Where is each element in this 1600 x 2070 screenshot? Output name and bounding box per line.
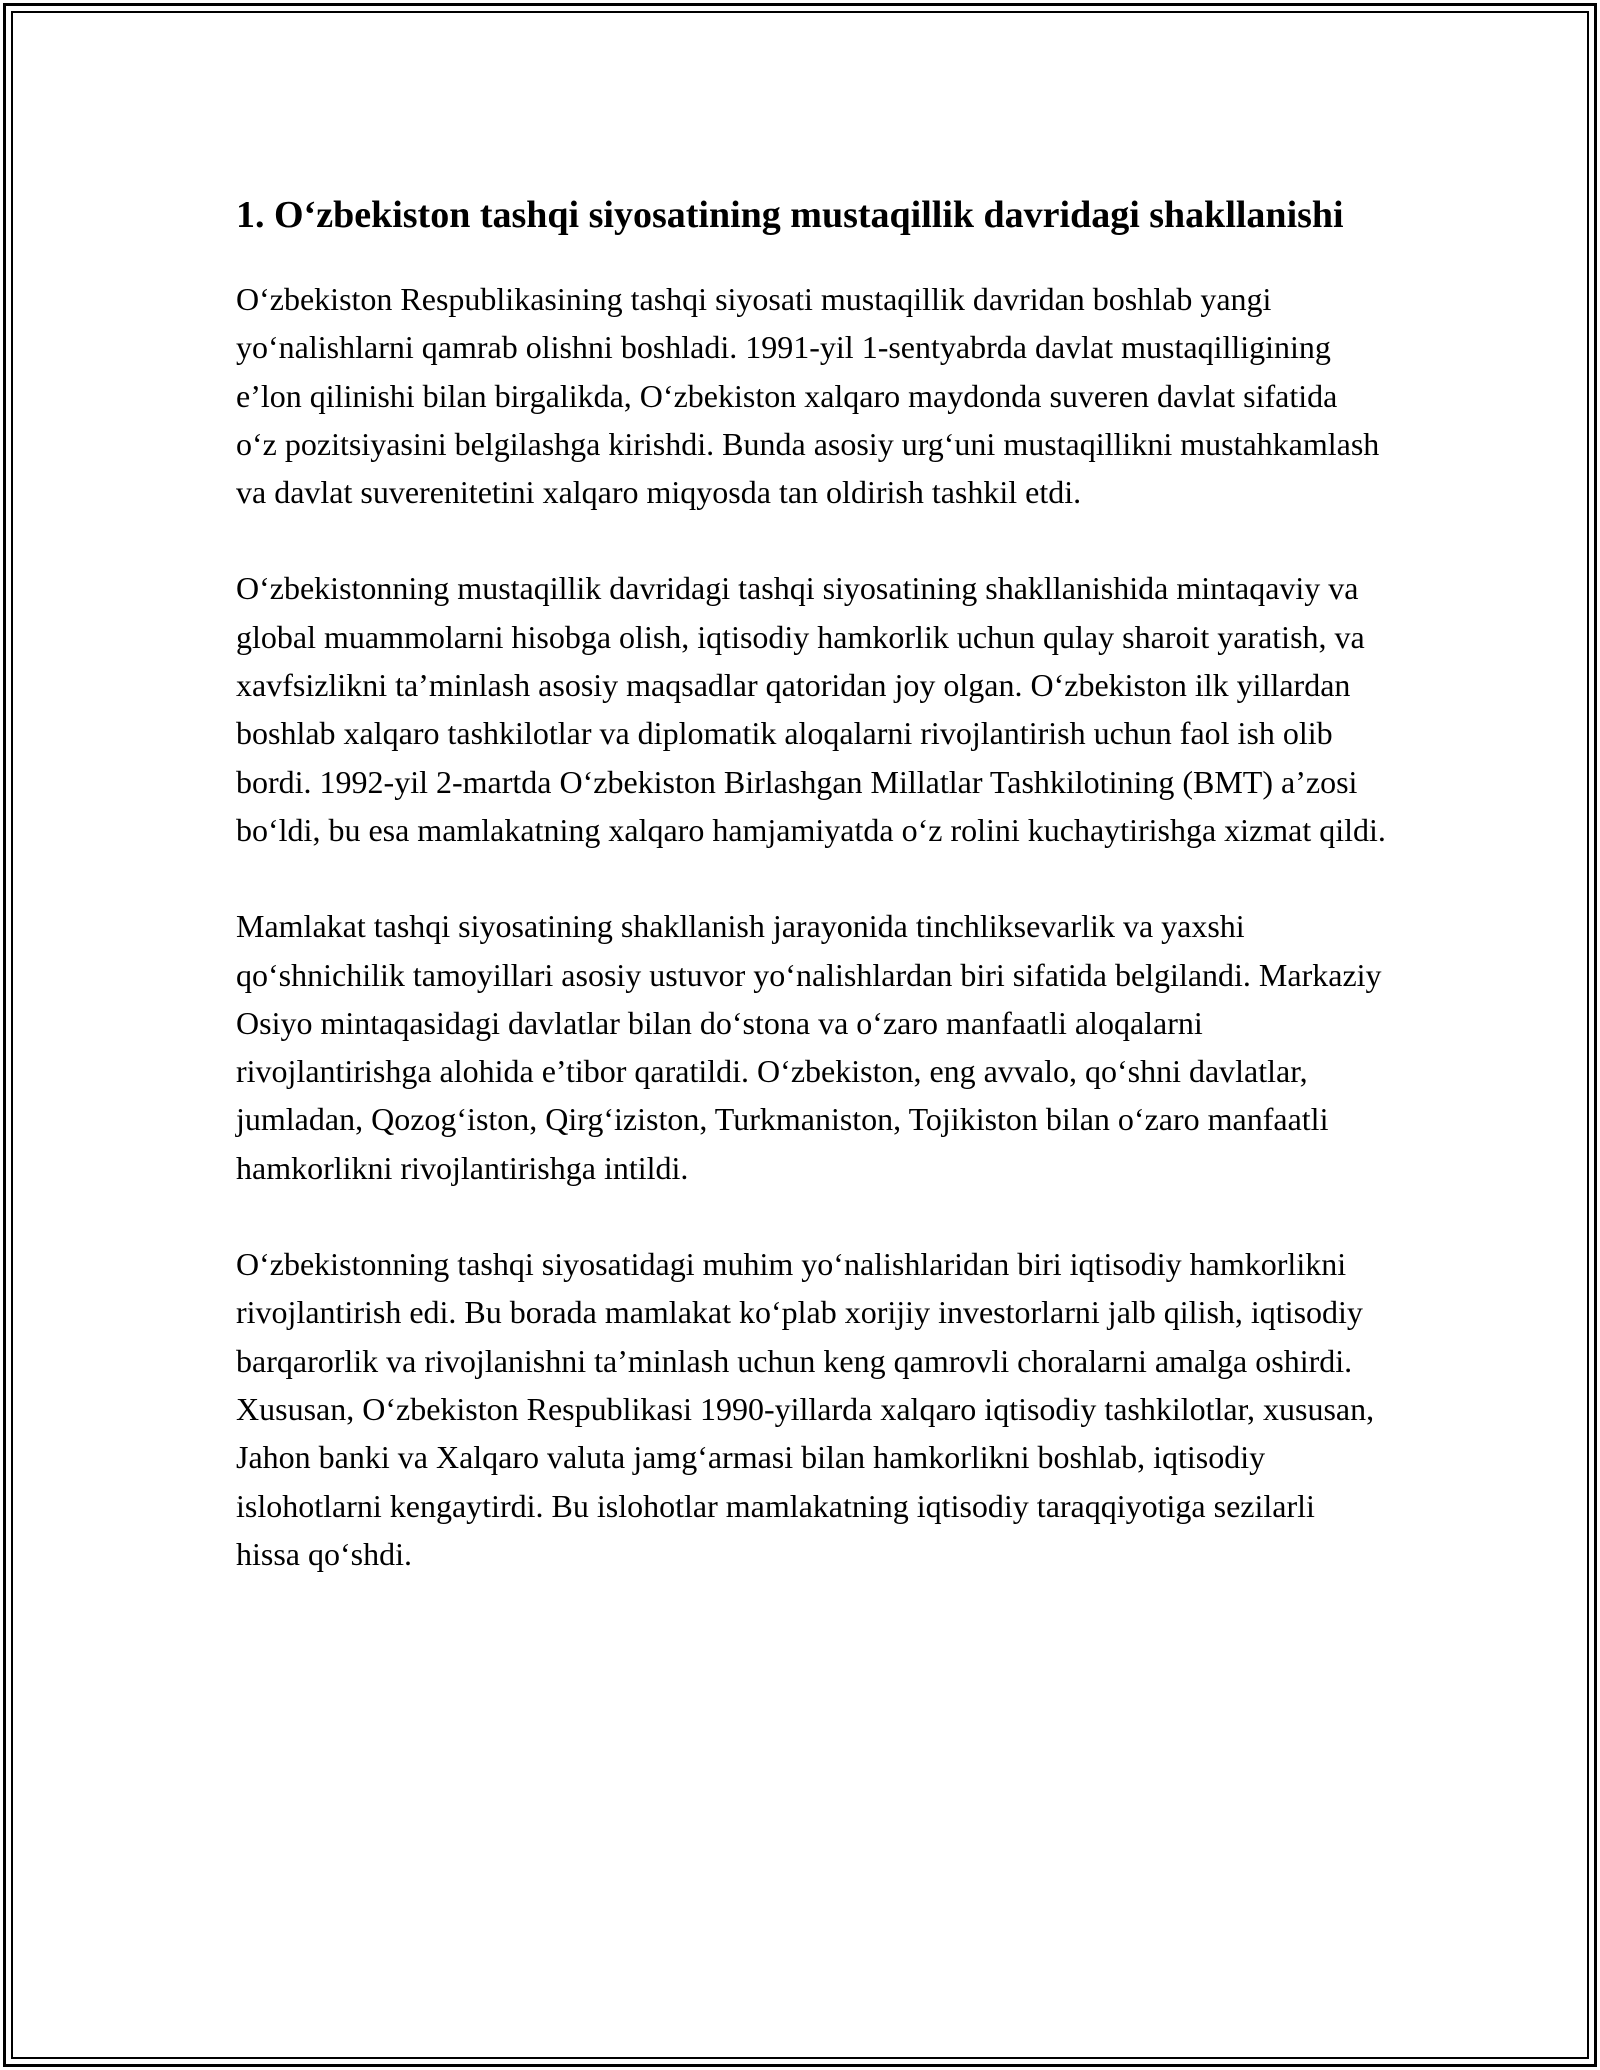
paragraph-2: O‘zbekistonning mustaqillik davridagi tashqi siyosatining shakllanishida mintaqaviy va global muammolarni hisobga olish, iqtisodiy hamkorlik uchun qulay sharoit yaratish, va xavfsizlikni ta’minlash asosiy maqsadlar qatoridan joy olgan. O‘zbekiston ilk yillardan boshlab xalqaro tashkilotlar va diplomatik aloqalarni rivojlantirish uchun faol ish olib bordi. 1992-yil 2-martda O‘zbekiston Birlashgan Millatlar Tashkilotining (BMT) a’zosi bo‘ldi, bu esa mamlakatning xalqaro hamjamiyatda o‘z rolini kuchaytirishga xizmat qildi. [236,570,1386,848]
paragraph-4: O‘zbekistonning tashqi siyosatidagi muhim yo‘nalishlaridan biri iqtisodiy hamkorlikni rivojlantirish edi. Bu borada mamlakat ko‘plab xorijiy investorlarni jalb qilish, iqtisodiy barqarorlik va rivojlanishni ta’minlash uchun keng qamrovli choralarni amalga oshirdi. Xususan, O‘zbekiston Respublikasi 1990-yillarda xalqaro iqtisodiy tashkilotlar, xususan, Jahon banki va Xalqaro valuta jamg‘armasi bilan hamkorlikni boshlab, iqtisodiy islohotlarni kengaytirdi. Bu islohotlar mamlakatning iqtisodiy taraqqiyotiga sezilarli hissa qo‘shdi. [236,1246,1375,1572]
paragraph-3: Mamlakat tashqi siyosatining shakllanish jarayonida tinchliksevarlik va yaxshi qo‘shnichilik tamoyillari asosiy ustuvor yo‘nalishlardan biri sifatida belgilandi. Markaziy Osiyo mintaqasidagi davlatlar bilan do‘stona va o‘zaro manfaatli aloqalarni rivojlantirishga alohida e’tibor qaratildi. O‘zbekiston, eng avvalo, qo‘shni davlatlar, jumladan, Qozog‘iston, Qirg‘iziston, Turkmaniston, Tojikiston bilan o‘zaro manfaatli hamkorlikni rivojlantirishga intildi. [236,908,1382,1186]
section-heading: 1. O‘zbekiston tashqi siyosatining mustaqillik davridagi shakllanishi [236,194,1344,236]
paragraph-1: O‘zbekiston Respublikasining tashqi siyosati mustaqillik davridan boshlab yangi yo‘nalishlarni qamrab olishni boshladi. 1991-yil 1-sentyabrda davlat mustaqilligining e’lon qilinishi bilan birgalikda, O‘zbekiston xalqaro maydonda suveren davlat sifatida o‘z pozitsiyasini belgilashga kirishdi. Bunda asosiy urg‘uni mustaqillikni mustahkamlash va davlat suverenitetini xalqaro miqyosda tan oldirish tashkil etdi. [236,281,1380,511]
document-body [236,188,1386,1626]
